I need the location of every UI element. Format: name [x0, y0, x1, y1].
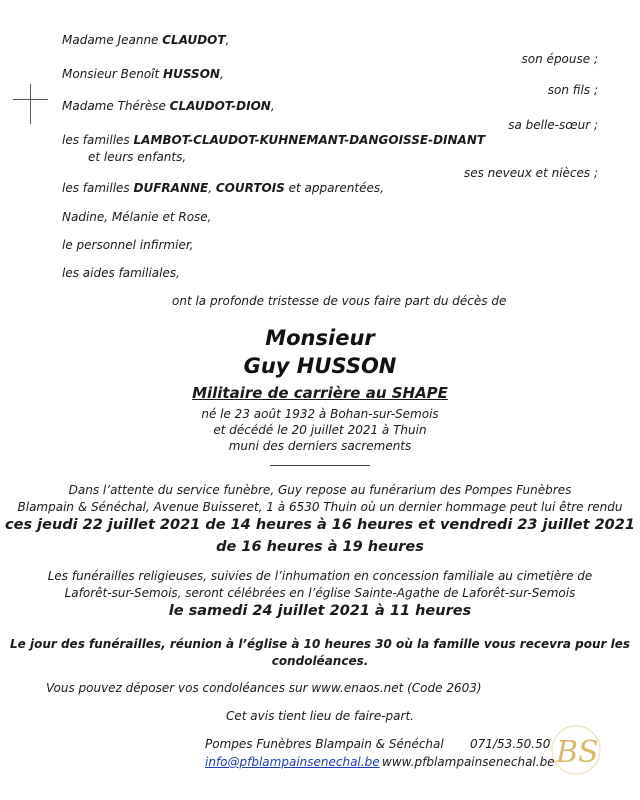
family-line-4: les familles LAMBOT-CLAUDOT-KUHNEMANT-DANGOISSE-DINANT	[62, 133, 486, 147]
gathering-line-2: condoléances.	[271, 654, 369, 668]
cross-symbol-bar	[13, 99, 48, 100]
family-relation-1: son épouse ;	[521, 52, 598, 66]
family-line-6: Nadine, Mélanie et Rose,	[62, 210, 212, 224]
visitation-dates-2: de 16 heures à 19 heures	[216, 539, 424, 555]
visitation-line-2: Blampain & Sénéchal, Avenue Buisseret, 1 à 6530 Thuin où un dernier hommage peut lui être rendu	[17, 500, 623, 514]
funeral-line-1: Les funérailles religieuses, suivies de l’inhumation en concession familiale au cimetière de	[47, 569, 593, 583]
logo-letters: BS	[556, 735, 599, 770]
condolences-line: Vous pouvez déposer vos condoléances sur www.enaos.net (Code 2603)	[46, 681, 482, 695]
company-phone[interactable]: 071/53.50.50	[470, 737, 551, 751]
sacraments-line: muni des derniers sacrements	[228, 439, 412, 453]
birth-line: né le 23 août 1932 à Bohan-sur-Semois	[201, 407, 439, 421]
family-line-3: Madame Thérèse CLAUDOT-DION,	[62, 99, 275, 113]
company-email-link[interactable]: info@pfblampainsenechal.be	[205, 755, 380, 769]
visitation-dates-1: ces jeudi 22 juillet 2021 de 14 heures à 16 heures et vendredi 23 juillet 2021	[5, 517, 635, 533]
intro-text: ont la profonde tristesse de vous faire part du décès de	[172, 294, 507, 308]
family-relation-3: sa belle-sœur ;	[508, 118, 598, 132]
deceased-title: Monsieur	[265, 326, 375, 350]
deceased-occupation: Militaire de carrière au SHAPE	[192, 384, 448, 402]
family-line-1: Madame Jeanne CLAUDOT,	[62, 33, 230, 47]
family-line-7: le personnel infirmier,	[62, 238, 194, 252]
family-relation-2: son fils ;	[547, 83, 598, 97]
visitation-line-1: Dans l’attente du service funèbre, Guy repose au funérarium des Pompes Funèbres	[68, 483, 572, 497]
company-website[interactable]: www.pfblampainsenechal.be	[382, 755, 555, 769]
deceased-name: Guy HUSSON	[243, 354, 397, 378]
gathering-line-1: Le jour des funérailles, réunion à l’église à 10 heures 30 où la famille vous recevra pour les	[10, 637, 630, 651]
funeral-date: le samedi 24 juillet 2021 à 11 heures	[168, 603, 472, 619]
death-line: et décédé le 20 juillet 2021 à Thuin	[213, 423, 427, 437]
family-line-4b: et leurs enfants,	[88, 150, 187, 164]
notice-line: Cet avis tient lieu de faire-part.	[226, 709, 414, 723]
family-line-5: les familles DUFRANNE, COURTOIS et apparentées,	[62, 181, 384, 195]
company-name: Pompes Funèbres Blampain & Sénéchal	[205, 737, 444, 751]
family-line-2: Monsieur Benoît HUSSON,	[62, 67, 224, 81]
family-line-8: les aides familiales,	[62, 266, 180, 280]
family-relation-4: ses neveux et nièces ;	[463, 166, 598, 180]
company-logo-icon	[548, 722, 604, 778]
funeral-line-2: Laforêt-sur-Semois, seront célébrées en l’église Sainte-Agathe de Laforêt-sur-Semois	[64, 586, 576, 600]
cross-symbol	[30, 84, 31, 124]
divider	[270, 465, 370, 466]
